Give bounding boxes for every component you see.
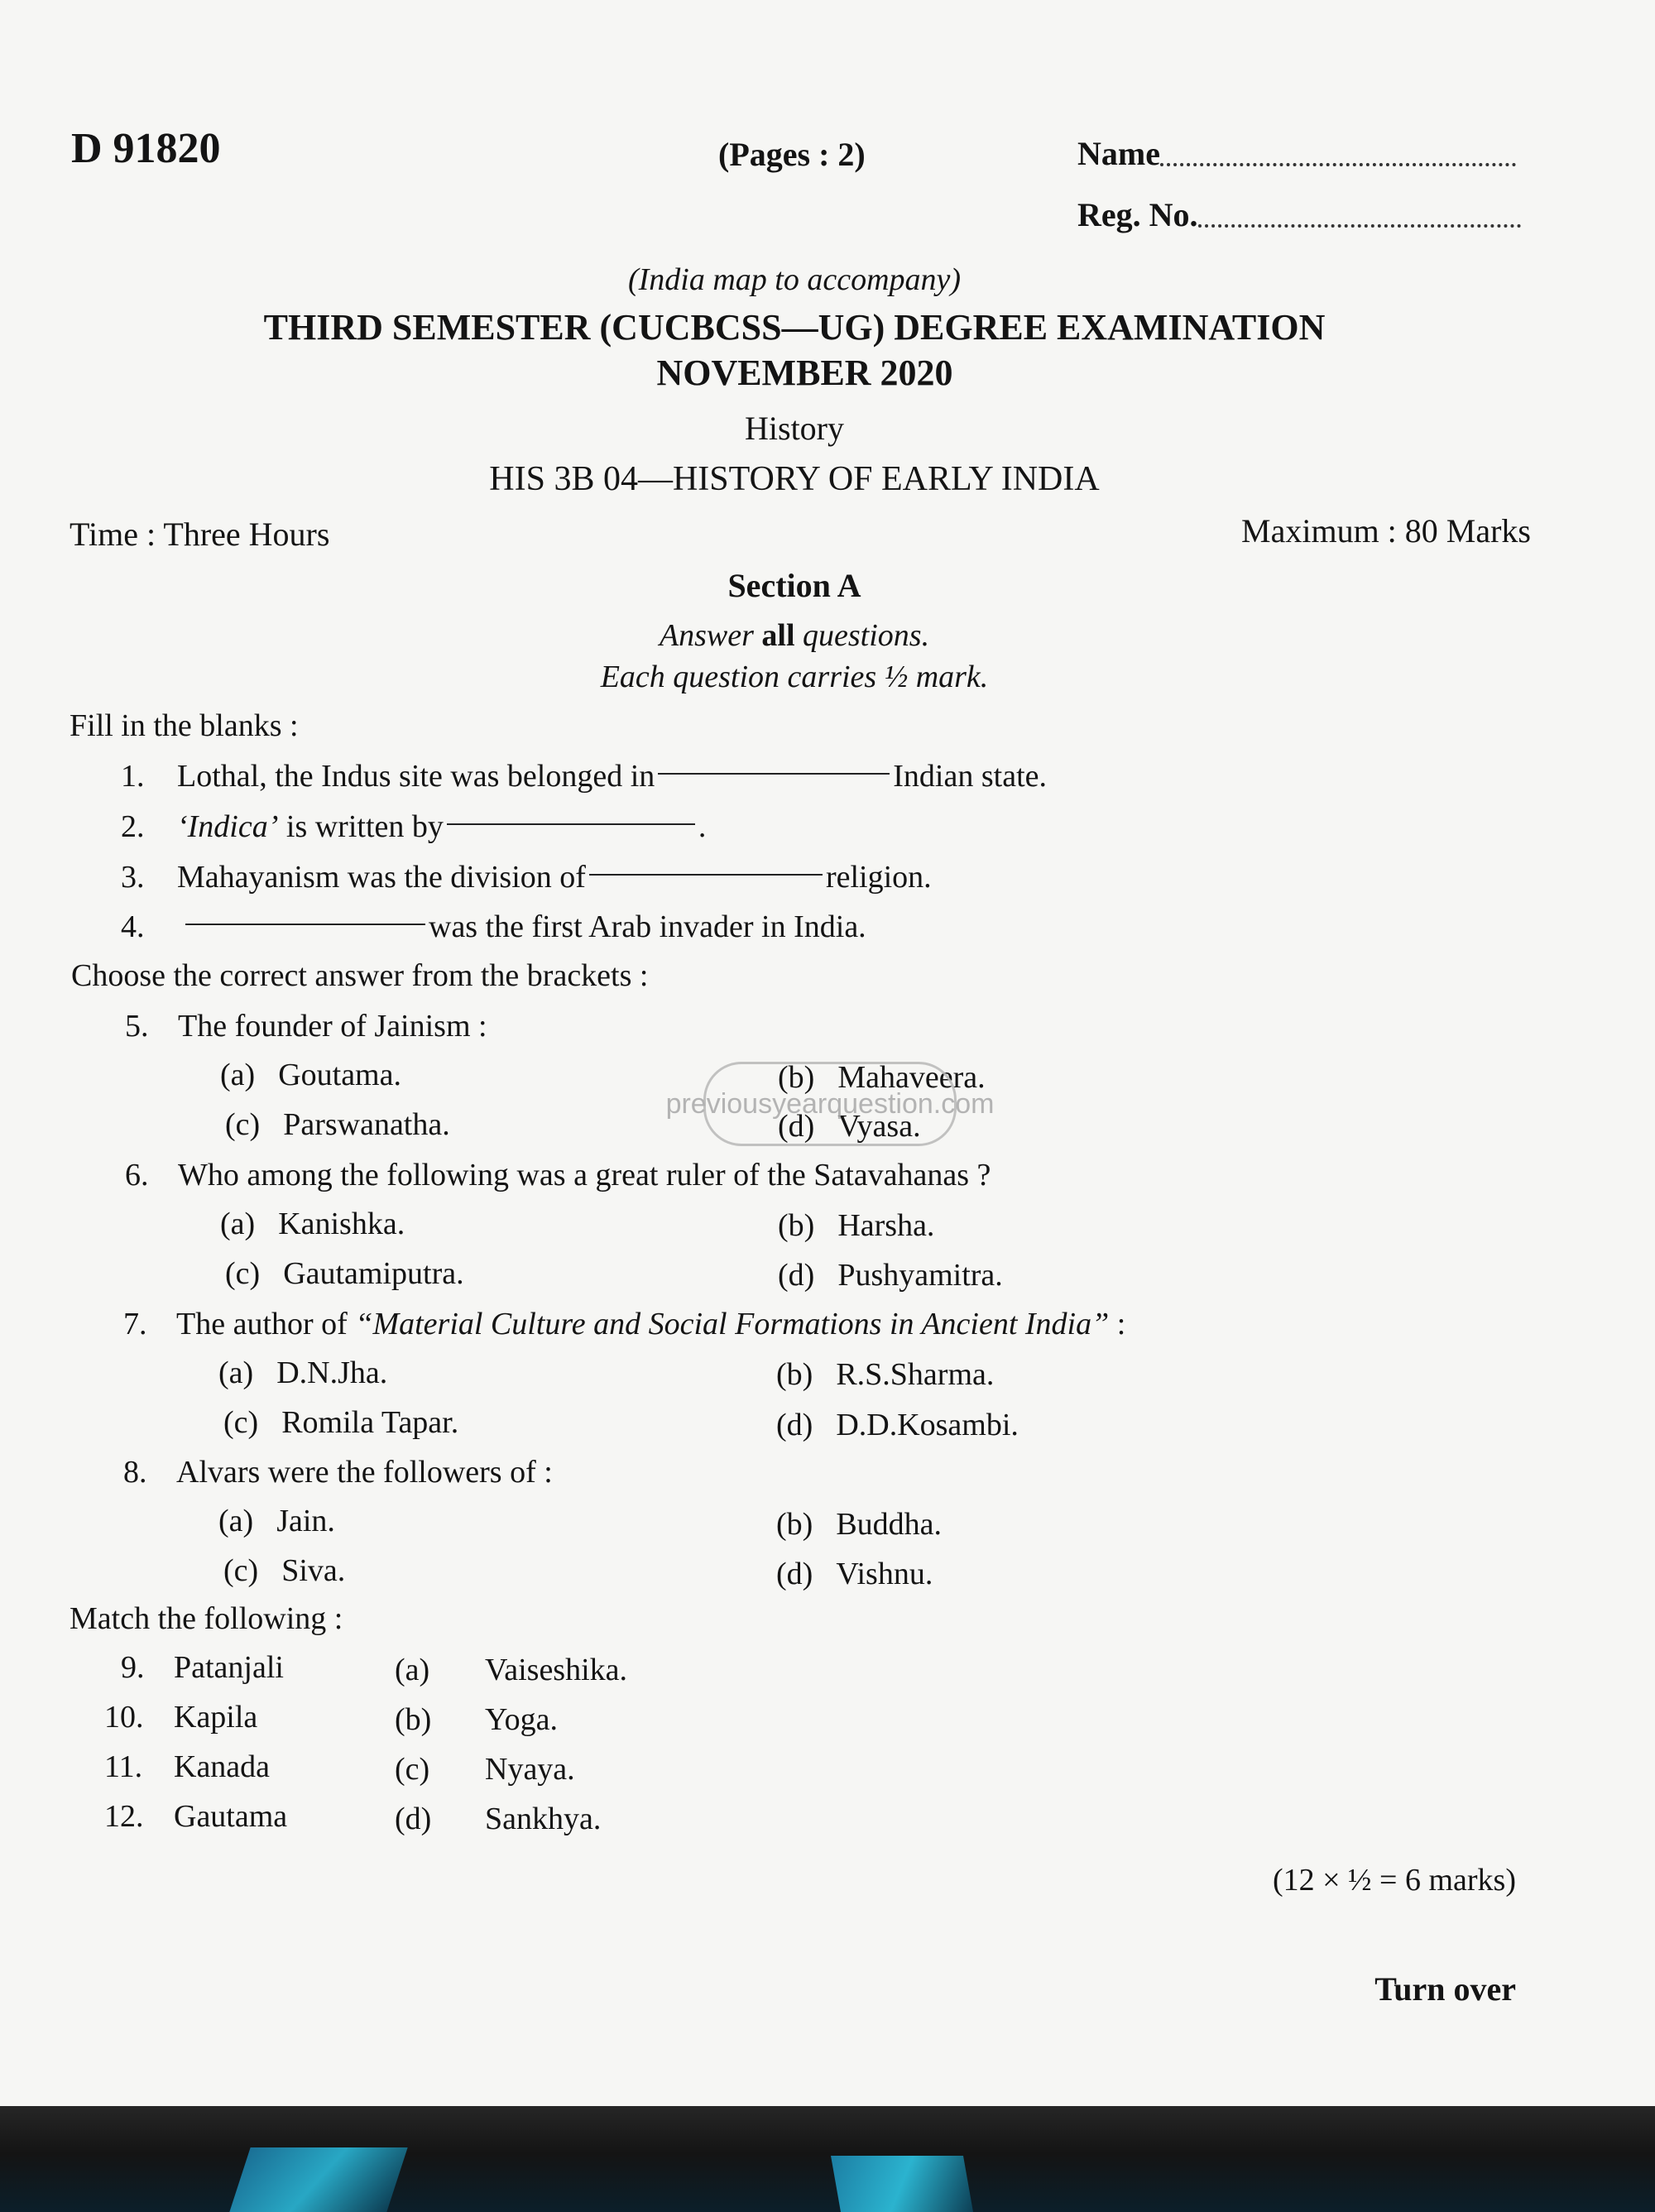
turn-over-note: Turn over (1374, 1970, 1516, 2008)
option-text: Mahaveera. (837, 1060, 986, 1095)
option-label: (a) (218, 1504, 254, 1538)
reg-label: Reg. No. (1077, 196, 1198, 233)
question-text: Alvars were the followers of : (176, 1455, 553, 1490)
option-text: D.D.Kosambi. (836, 1408, 1019, 1442)
option-label: (b) (776, 1507, 813, 1542)
instruction-part: questions. (794, 618, 930, 653)
option-b (776, 1506, 942, 1543)
section-marks: (12 × ½ = 6 marks) (1272, 1863, 1516, 1898)
question-number: 4. (121, 909, 145, 944)
option-c (223, 1552, 345, 1589)
answer-blank (185, 924, 425, 925)
option-c (225, 1106, 450, 1143)
question-8 (123, 1454, 553, 1490)
marks-instruction: Each question carries ½ mark. (600, 660, 989, 694)
option-text: Pushyamitra. (837, 1258, 1003, 1293)
option-label: (b) (778, 1060, 815, 1095)
question-text: The author of (176, 1307, 356, 1341)
match-number: 10. (104, 1700, 144, 1735)
option-label: (b) (778, 1208, 815, 1243)
question-4 (121, 909, 866, 945)
option-b (776, 1356, 994, 1393)
match-heading: Match the following : (70, 1601, 343, 1636)
match-right: Nyaya. (485, 1752, 575, 1787)
question-text: is written by (278, 809, 444, 844)
paper-code: D 91820 (71, 125, 221, 172)
question-text: The founder of Jainism : (178, 1009, 487, 1044)
option-text: Jain. (276, 1504, 335, 1538)
option-label: (c) (223, 1405, 259, 1440)
match-label: (d) (395, 1802, 432, 1836)
maximum-marks: Maximum : 80 Marks (1241, 512, 1531, 549)
instruction-emphasis: all (761, 618, 795, 653)
instruction-part: Answer (659, 618, 762, 653)
book-title: “Material Culture and Social Formations in Ancient India” (355, 1307, 1110, 1341)
option-text: D.N.Jha. (276, 1356, 388, 1390)
map-note: (India map to accompany) (627, 262, 962, 297)
option-text: Gautamiputra. (283, 1256, 464, 1291)
pages-count: (Pages : 2) (718, 136, 866, 173)
match-number: 9. (121, 1650, 145, 1685)
question-6 (125, 1157, 991, 1193)
background-object (831, 2156, 973, 2212)
option-text: Parswanatha. (283, 1107, 450, 1142)
match-right: Sankhya. (485, 1802, 602, 1836)
question-number: 3. (121, 860, 145, 895)
option-text: Vishnu. (836, 1557, 933, 1591)
match-label: (a) (395, 1653, 430, 1687)
option-text: Siva. (281, 1553, 346, 1588)
name-field (1077, 134, 1516, 173)
option-a (218, 1503, 335, 1539)
question-number: 2. (121, 809, 145, 844)
match-right: Yoga. (485, 1702, 559, 1737)
option-label: (d) (778, 1109, 815, 1144)
option-a (220, 1057, 401, 1093)
option-label: (a) (218, 1356, 254, 1390)
option-c (225, 1255, 464, 1292)
option-label: (a) (220, 1058, 256, 1092)
section-instruction (0, 617, 1589, 654)
option-a (220, 1206, 405, 1242)
option-label: (d) (776, 1408, 813, 1442)
question-2 (121, 809, 706, 845)
match-left: Patanjali (174, 1650, 284, 1685)
match-right: Vaiseshika. (485, 1653, 628, 1687)
name-label: Name (1077, 135, 1160, 172)
book-title: ‘Indica’ (177, 809, 279, 844)
question-text: : (1109, 1307, 1126, 1341)
question-text: . (698, 809, 707, 844)
question-text: Mahayanism was the division of (177, 860, 586, 895)
background-object (229, 2147, 407, 2212)
question-text: Indian state. (893, 759, 1047, 794)
option-label: (a) (220, 1207, 256, 1241)
option-label: (d) (778, 1258, 815, 1293)
exam-title: THIRD SEMESTER (CUCBCSS—UG) DEGREE EXAMINATION (263, 307, 1326, 348)
option-text: Kanishka. (278, 1207, 405, 1241)
option-text: Buddha. (836, 1507, 943, 1542)
fill-blanks-heading: Fill in the blanks : (70, 708, 299, 743)
question-number: 8. (123, 1455, 147, 1490)
match-left: Gautama (174, 1799, 288, 1834)
name-dotted-line (1160, 163, 1516, 166)
section-heading: Section A (727, 567, 861, 604)
paper-title: HIS 3B 04—HISTORY OF EARLY INDIA (489, 460, 1100, 498)
match-label: (c) (395, 1752, 430, 1787)
answer-blank (447, 823, 695, 825)
option-text: Vyasa. (837, 1109, 921, 1144)
question-number: 7. (123, 1307, 147, 1341)
option-label: (c) (223, 1553, 259, 1588)
option-text: R.S.Sharma. (836, 1357, 995, 1392)
question-number: 1. (121, 759, 145, 794)
watermark-stamp: previousyearquestion.com (703, 1062, 957, 1146)
option-label: (b) (776, 1357, 813, 1392)
match-label: (b) (395, 1702, 432, 1737)
option-text: Goutama. (278, 1058, 401, 1092)
option-text: Romila Tapar. (281, 1405, 459, 1440)
choose-heading: Choose the correct answer from the brackets : (71, 958, 649, 993)
exam-duration: Time : Three Hours (70, 516, 330, 553)
option-d (778, 1257, 1003, 1293)
match-number: 11. (104, 1749, 143, 1784)
option-d (776, 1407, 1019, 1443)
question-5 (125, 1008, 487, 1044)
answer-blank (658, 773, 890, 775)
question-1 (121, 758, 1047, 794)
question-text: religion. (825, 860, 932, 895)
option-b (778, 1207, 934, 1244)
question-text: Lothal, the Indus site was belonged in (177, 759, 655, 794)
question-text: Who among the following was a great ruler of the Satavahanas ? (178, 1158, 991, 1192)
question-number: 5. (125, 1009, 149, 1044)
answer-blank (589, 874, 823, 876)
reg-field (1077, 195, 1521, 234)
match-number: 12. (104, 1799, 144, 1834)
question-7 (123, 1306, 1125, 1342)
reg-dotted-line (1198, 224, 1521, 228)
option-c (223, 1404, 458, 1441)
question-number: 6. (125, 1158, 149, 1192)
exam-session: NOVEMBER 2020 (656, 353, 953, 393)
option-a (218, 1355, 387, 1391)
question-text: was the first Arab invader in India. (429, 909, 866, 944)
option-text: Harsha. (837, 1208, 935, 1243)
option-label: (d) (776, 1557, 813, 1591)
match-left: Kanada (174, 1749, 271, 1784)
match-left: Kapila (174, 1700, 258, 1735)
question-3 (121, 859, 932, 895)
option-label: (c) (225, 1107, 261, 1142)
option-label: (c) (225, 1256, 261, 1291)
option-d (776, 1556, 933, 1592)
subject-name: History (745, 410, 844, 447)
